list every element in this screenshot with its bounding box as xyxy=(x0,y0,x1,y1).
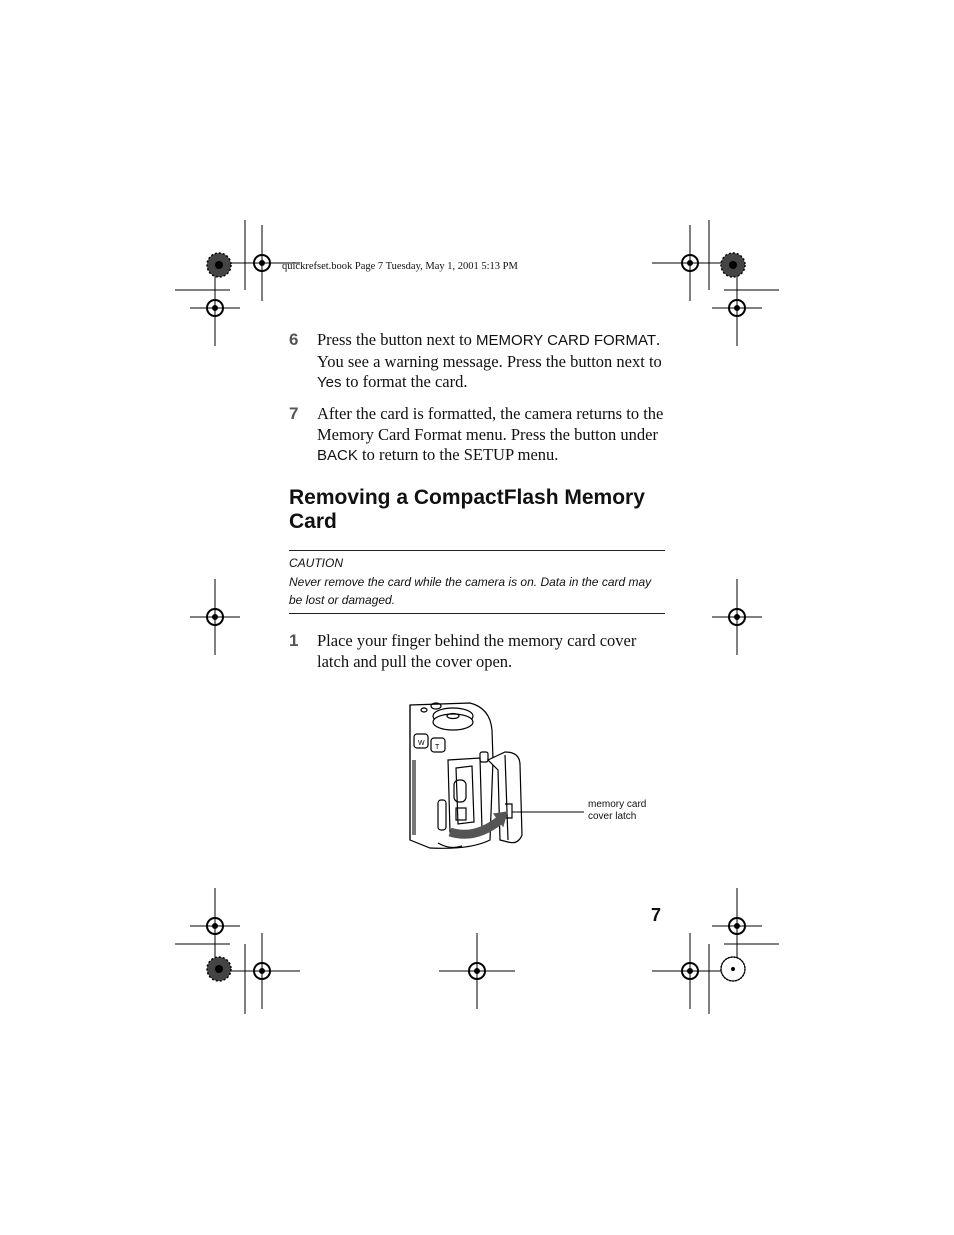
caution-title: CAUTION xyxy=(289,556,343,570)
step-text: After the card is formatted, the camera returns to the Memory Card Format menu. Press the button under BACK to return to the SETUP menu. xyxy=(317,404,664,464)
ui-label: Yes xyxy=(317,374,342,391)
callout-label: memory card cover latch xyxy=(588,799,647,822)
step-number: 7 xyxy=(289,404,299,423)
step-number: 1 xyxy=(289,631,299,650)
print-info: quickrefset.book Page 7 Tuesday, May 1, 2001 5:13 PM xyxy=(282,261,518,272)
step-text: Place your finger behind the memory card cover latch and pull the cover open. xyxy=(317,631,637,671)
step-text: Press the button next to MEMORY CARD FORMAT. You see a warning message. Press the button next to Yes to format the card. xyxy=(317,330,662,391)
caution-text: Never remove the card while the camera is on. Data in the card may be lost or damaged. xyxy=(289,575,652,607)
zoom-w-label: W xyxy=(418,740,425,747)
zoom-t-label: T xyxy=(435,744,440,751)
step-number: 6 xyxy=(289,330,299,349)
caution-box xyxy=(289,550,665,614)
step-6 xyxy=(289,330,669,396)
section-heading: Removing a CompactFlash Memory Card xyxy=(289,486,645,533)
ui-label: MEMORY CARD FORMAT xyxy=(476,332,657,349)
step-7 xyxy=(289,404,669,470)
page-number: 7 xyxy=(651,905,662,925)
ui-label: BACK xyxy=(317,447,358,464)
camera-illustration xyxy=(410,703,584,848)
step-1 xyxy=(289,631,669,675)
